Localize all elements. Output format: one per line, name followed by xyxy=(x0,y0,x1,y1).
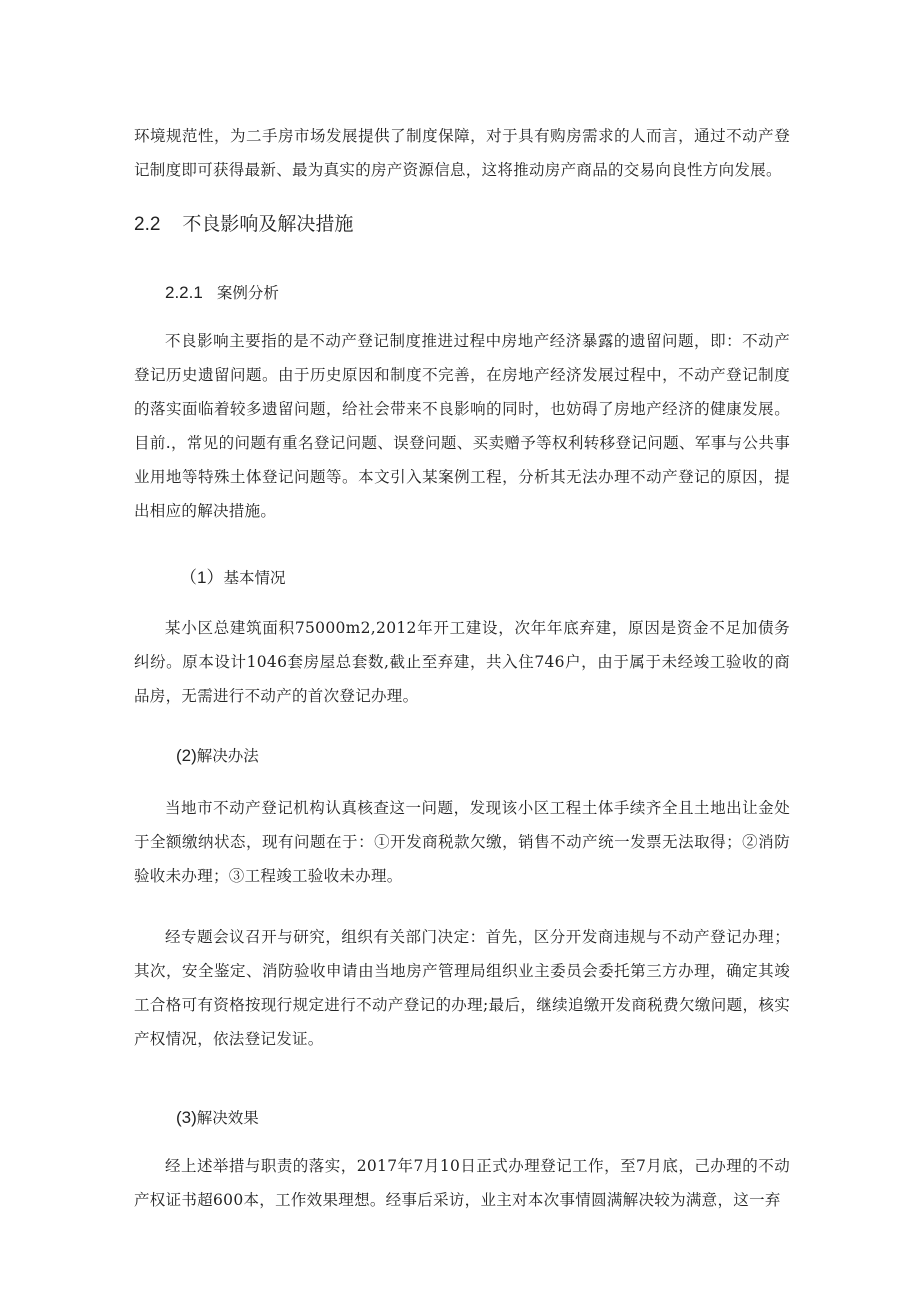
item-heading-method xyxy=(176,742,259,770)
item-number: (3) xyxy=(176,1108,197,1127)
paragraph-effect: 经上述举措与职责的落实，2017年7月10日正式办理登记工作，至7月底，己办理的不动产权证书超600本，工作效果理想。经事后采访，业主对本次事情圆满解决较为满意，这一弃 xyxy=(134,1157,790,1209)
item-heading-basic xyxy=(180,564,285,592)
item-number: （1） xyxy=(180,568,224,587)
paragraph-intro: 环境规范性，为二手房市场发展提供了制度保障，对于具有购房需求的人而言，通过不动产登记制度即可获得最新、最为真实的房产资源信息，这将推动房产商品的交易向良性方向发展。 xyxy=(134,127,790,179)
section-title: 不良影响及解决措施 xyxy=(182,213,354,235)
item-title: 基本情况 xyxy=(223,569,286,587)
item-title: 解决效果 xyxy=(196,1109,259,1127)
paragraph-method-1: 当地市不动产登记机构认真核查这一问题，发现该小区工程土体手续齐全且土地出让金处于全额缴纳状态，现有问题在于：①开发商税款欠缴，销售不动产统一发票无法取得；②消防验收未办理；③工程竣工验收未办理。 xyxy=(134,799,790,885)
subsection-heading-2-2-1 xyxy=(165,279,279,307)
item-number: (2) xyxy=(176,746,197,765)
paragraph-basic-situation: 某小区总建筑面积75000m2,2012年开工建设，次年年底弃建，原因是资金不足加债务纠纷。原本设计1046套房屋总套数,截止至弃建，共入住746户，由于属于未经竣工验收的商品房，无需进行不动产的首次登记办理。 xyxy=(134,619,790,705)
paragraph-impact: 不良影响主要指的是不动产登记制度推进过程中房地产经济暴露的遗留问题，即：不动产登记历史遗留问题。由于历史原因和制度不完善，在房地产经济发展过程中，不动产登记制度的落实面临着较多遗留问题，给社会带来不良影响的同时，也妨碍了房地产经济的健康发展。目前.，常见的问题有重名登记问题、误登问题、买卖赠予等权利转移登记问题、军事与公共事业用地等特殊土体登记问题等。本文引入某案例工程，分析其无法办理不动产登记的原因，提出相应的解决措施。 xyxy=(134,332,790,520)
subsection-number: 2.2.1 xyxy=(165,283,203,302)
item-heading-effect xyxy=(176,1104,259,1132)
item-title: 解决办法 xyxy=(196,747,259,765)
subsection-title: 案例分析 xyxy=(216,284,279,302)
section-number: 2.2 xyxy=(134,214,161,235)
paragraph-method-2: 经专题会议召开与研究，组织有关部门决定：首先，区分开发商违规与不动产登记办理；其次，安全鉴定、消防验收申请由当地房产管理局组织业主委员会委托第三方办理，确定其竣工合格可有资格按现行规定进行不动产登记的办理;最后，继续追缴开发商税费欠缴问题，核实产权情况，依法登记发证。 xyxy=(134,928,790,1048)
section-heading-2-2 xyxy=(134,208,353,241)
